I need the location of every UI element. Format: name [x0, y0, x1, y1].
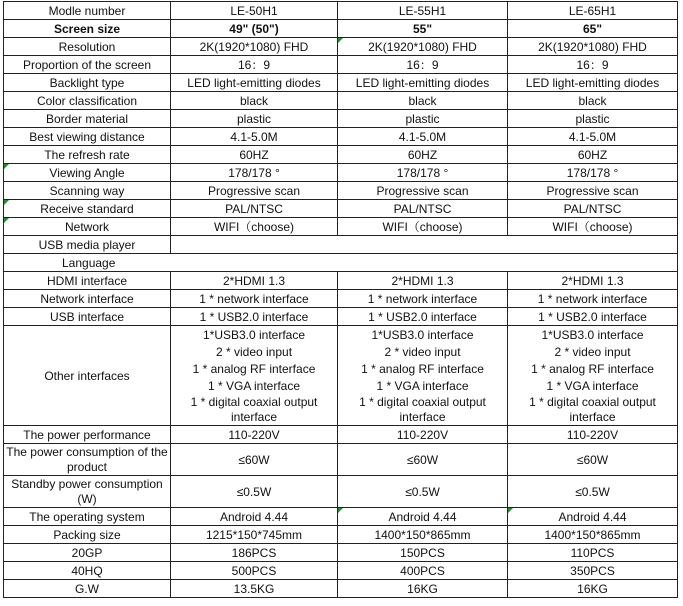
value-cell: 13.5KG — [171, 580, 338, 598]
value-cell: 16：9 — [508, 56, 678, 74]
spec-table — [3, 1, 678, 598]
value-cell: 2*HDMI 1.3 — [171, 272, 338, 290]
row-label: Viewing Angle — [4, 164, 171, 182]
value-cell: Android 4.44 — [508, 508, 678, 526]
value-cell: 1 * analog RF interface — [171, 360, 338, 377]
spec-row-viewing-distance — [4, 128, 678, 146]
row-label: The refresh rate — [4, 146, 171, 164]
row-label: Color classification — [4, 92, 171, 110]
value-cell: 1 * digital coaxial output interface — [171, 394, 338, 426]
spec-row-refresh-rate — [4, 146, 678, 164]
row-label: Resolution — [4, 38, 171, 56]
value-cell: ≤60W — [171, 444, 338, 476]
value-cell: 400PCS — [338, 562, 508, 580]
model-cell: LE-55H1 — [338, 2, 508, 20]
value-cell: 1 * USB2.0 interface — [508, 308, 678, 326]
row-label: Standby power consumption (W) — [4, 476, 171, 508]
row-label: 40HQ — [4, 562, 171, 580]
spec-row-20gp — [4, 544, 678, 562]
row-label: Other interfaces — [4, 326, 171, 426]
row-label: Best viewing distance — [4, 128, 171, 146]
value-cell: 55" — [338, 20, 508, 38]
value-cell: black — [171, 92, 338, 110]
value-cell: 4.1-5.0M — [338, 128, 508, 146]
value-cell: LED light-emitting diodes — [508, 74, 678, 92]
value-cell: LED light-emitting diodes — [338, 74, 508, 92]
spec-row-scanning-way — [4, 182, 678, 200]
spec-row-other-interfaces — [4, 326, 678, 344]
row-label: Proportion of the screen — [4, 56, 171, 74]
value-cell: plastic — [338, 110, 508, 128]
spec-row-network — [4, 218, 678, 236]
spec-sheet — [3, 1, 678, 598]
value-cell: 500PCS — [171, 562, 338, 580]
empty-cell — [171, 236, 678, 254]
value-cell: 2 * video input — [508, 343, 678, 360]
value-cell: 110-220V — [508, 426, 678, 444]
value-cell: 178/178 ° — [171, 164, 338, 182]
value-cell: 1 * digital coaxial output interface — [508, 394, 678, 426]
value-cell: 2*HDMI 1.3 — [338, 272, 508, 290]
value-cell: WIFI（choose) — [338, 218, 508, 236]
value-cell: 1*USB3.0 interface — [508, 326, 678, 344]
value-cell: 60HZ — [508, 146, 678, 164]
value-cell: 16KG — [508, 580, 678, 598]
value-cell: WIFI（choose) — [508, 218, 678, 236]
value-cell: 186PCS — [171, 544, 338, 562]
value-cell: Progressive scan — [508, 182, 678, 200]
row-label: The power consumption of the product — [4, 444, 171, 476]
value-cell: 1*USB3.0 interface — [338, 326, 508, 344]
row-label: Border material — [4, 110, 171, 128]
row-label: Screen size — [4, 20, 171, 38]
value-cell: 4.1-5.0M — [171, 128, 338, 146]
spec-row-usb-interface — [4, 308, 678, 326]
value-cell: 350PCS — [508, 562, 678, 580]
value-cell: Progressive scan — [171, 182, 338, 200]
value-cell: Progressive scan — [338, 182, 508, 200]
row-label: Receive standard — [4, 200, 171, 218]
value-cell: 1 * VGA interface — [171, 377, 338, 394]
value-cell: 1 * VGA interface — [508, 377, 678, 394]
spec-row-viewing-angle — [4, 164, 678, 182]
spec-row-border — [4, 110, 678, 128]
value-cell: 2K(1920*1080) FHD — [508, 38, 678, 56]
value-cell: 178/178 ° — [338, 164, 508, 182]
value-cell: PAL/NTSC — [508, 200, 678, 218]
value-cell: 1 * network interface — [171, 290, 338, 308]
value-cell: 1 * network interface — [338, 290, 508, 308]
value-cell: 60HZ — [338, 146, 508, 164]
spec-row-network-interface — [4, 290, 678, 308]
value-cell: 1215*150*745mm — [171, 526, 338, 544]
row-label: Scanning way — [4, 182, 171, 200]
value-cell: 1 * USB2.0 interface — [338, 308, 508, 326]
row-label: USB media player — [4, 236, 171, 254]
model-cell: LE-65H1 — [508, 2, 678, 20]
spec-row-language — [4, 254, 678, 272]
row-label: Network — [4, 218, 171, 236]
spec-row-backlight — [4, 74, 678, 92]
value-cell: ≤60W — [338, 444, 508, 476]
value-cell: 1400*150*865mm — [508, 526, 678, 544]
value-cell: plastic — [171, 110, 338, 128]
spec-row-power-performance — [4, 426, 678, 444]
value-cell: 65" — [508, 20, 678, 38]
value-cell: LED light-emitting diodes — [171, 74, 338, 92]
value-cell: ≤60W — [508, 444, 678, 476]
row-label: G.W — [4, 580, 171, 598]
value-cell: 16：9 — [171, 56, 338, 74]
value-cell: 2 * video input — [171, 343, 338, 360]
value-cell: 1 * network interface — [508, 290, 678, 308]
row-label: Packing size — [4, 526, 171, 544]
row-label: The power performance — [4, 426, 171, 444]
value-cell: ≤0.5W — [338, 476, 508, 508]
value-cell: 2 * video input — [338, 343, 508, 360]
value-cell: 60HZ — [171, 146, 338, 164]
value-cell: 110-220V — [171, 426, 338, 444]
spec-row-packing-size — [4, 526, 678, 544]
value-cell: 1 * VGA interface — [338, 377, 508, 394]
spec-row-hdmi — [4, 272, 678, 290]
value-cell: 2K(1920*1080) FHD — [171, 38, 338, 56]
value-cell: 16：9 — [338, 56, 508, 74]
spec-row-operating-system — [4, 508, 678, 526]
value-cell: black — [338, 92, 508, 110]
value-cell: ≤0.5W — [508, 476, 678, 508]
value-cell: PAL/NTSC — [171, 200, 338, 218]
spec-row-proportion — [4, 56, 678, 74]
value-cell: 1 * analog RF interface — [508, 360, 678, 377]
value-cell: 2K(1920*1080) FHD — [338, 38, 508, 56]
value-cell: 1400*150*865mm — [338, 526, 508, 544]
value-cell: 2*HDMI 1.3 — [508, 272, 678, 290]
spec-row-standby-power — [4, 476, 678, 508]
value-cell: 1 * digital coaxial output interface — [338, 394, 508, 426]
model-cell: LE-50H1 — [171, 2, 338, 20]
spec-row-screen-size — [4, 20, 678, 38]
value-cell: 49" (50") — [171, 20, 338, 38]
value-cell: PAL/NTSC — [338, 200, 508, 218]
value-cell: 178/178 ° — [508, 164, 678, 182]
spec-row-usb-media-player — [4, 236, 678, 254]
header-row — [4, 2, 678, 20]
header-label: Modle number — [4, 2, 171, 20]
spec-row-gross-weight — [4, 580, 678, 598]
value-cell: 1*USB3.0 interface — [171, 326, 338, 344]
row-label: Network interface — [4, 290, 171, 308]
value-cell: 110-220V — [338, 426, 508, 444]
value-cell: WIFI（choose) — [171, 218, 338, 236]
value-cell: black — [508, 92, 678, 110]
spec-row-40hq — [4, 562, 678, 580]
spec-row-power-consumption — [4, 444, 678, 476]
row-label: The operating system — [4, 508, 171, 526]
row-label: HDMI interface — [4, 272, 171, 290]
spec-row-color — [4, 92, 678, 110]
spec-row-resolution — [4, 38, 678, 56]
value-cell: 4.1-5.0M — [508, 128, 678, 146]
value-cell: 1 * USB2.0 interface — [171, 308, 338, 326]
value-cell: Android 4.44 — [171, 508, 338, 526]
value-cell: Android 4.44 — [338, 508, 508, 526]
value-cell: 150PCS — [338, 544, 508, 562]
row-label: USB interface — [4, 308, 171, 326]
value-cell: 1 * analog RF interface — [338, 360, 508, 377]
row-label: Language — [4, 254, 678, 272]
row-label: Backlight type — [4, 74, 171, 92]
value-cell: ≤0.5W — [171, 476, 338, 508]
row-label: 20GP — [4, 544, 171, 562]
value-cell: 110PCS — [508, 544, 678, 562]
value-cell: plastic — [508, 110, 678, 128]
spec-row-receive-standard — [4, 200, 678, 218]
value-cell: 16KG — [338, 580, 508, 598]
